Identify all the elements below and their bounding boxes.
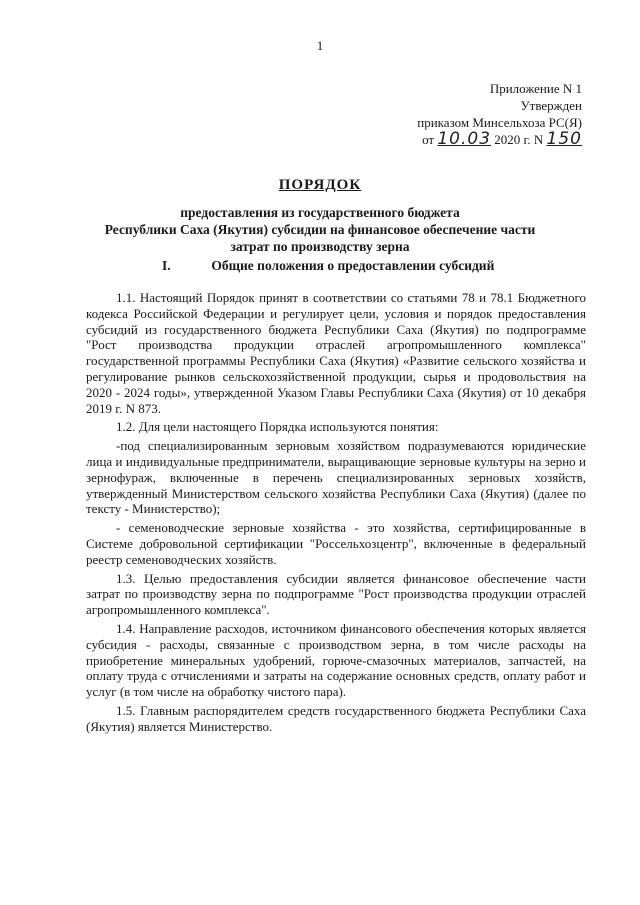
section-number: I. [162,258,171,273]
date-prefix: от [422,132,435,147]
definition-seed-farms: - семеноводческие зерновые хозяйства - это хозяйства, сертифицированные в Системе добровольной сертификации "Россельхозцентр", включенные в федеральный реестр семеноводческих хозяйств. [86,520,586,567]
paragraph-1-4: 1.4. Направление расходов, источником финансового обеспечения которых является субсидия - расходы, связанные с производством зерна, в том числе расходы на приобретение минеральных удобрений, горюче-смазочных материалов, запчастей, на оплату труда с отчислениями и затраты на содержание основных средств, оплату работ и услуг (в том числе на обработку чистого пара). [86,620,586,700]
page-number: 1 [316,38,324,53]
order-label: приказом Минсельхоза РС(Я) [417,115,582,130]
title-line-3: затрат по производству зерна [230,239,410,254]
appendix-label: Приложение N 1 [489,81,582,96]
date-suffix: 2020 г. N [494,132,544,147]
section-title: Общие положения о предоставлении субсидий [211,258,495,273]
approved-label: Утвержден [520,98,582,113]
paragraph-1-3: 1.3. Целью предоставления субсидии является финансовое обеспечение части затрат по производству зерна по подпрограмме "Рост производства продукции отраслей агропромышленного комплекса". [86,570,586,618]
title-main: ПОРЯДОК [278,177,362,193]
section-heading [162,258,494,274]
document-body [86,290,586,738]
document-title [0,176,640,255]
paragraph-1-2: 1.2. Для цели настоящего Порядка используются понятия: [116,419,439,435]
paragraph-1-5: 1.5. Главным распорядителем средств государственного бюджета Республики Саха (Якутия) является Министерство. [86,702,586,734]
title-line-1: предоставления из государственного бюджета [180,205,460,220]
order-date-line [322,131,582,148]
handwritten-number: 150 [546,129,582,149]
definition-specialized-farms: -под специализированным зерновым хозяйством подразумеваются юридические лица и индивидуальные предприниматели, выращивающие зерновые культуры на зерно и зернофураж, включенные в перечень специализированных зерновых хозяйств, утвержденный Министерством сельского хозяйства Республики Саха (Якутия) (далее по тексту - Министерство); [86,438,586,517]
handwritten-date: 10.03 [437,129,492,149]
title-line-2: Республики Саха (Якутия) субсидии на финансовое обеспечение части [104,222,536,237]
appendix-header [322,80,582,148]
paragraph-1-1: 1.1. Настоящий Порядок принят в соответствии со статьями 78 и 78.1 Бюджетного кодекса Российской Федерации и регулирует цели, условия и порядок предоставления субсидий из государственного бюджета Республики Саха (Якутия) по подпрограмме "Рост производства продукции отраслей агропромышленного комплекса" государственной программы Республики Саха (Якутия) «Развитие сельского хозяйства и регулирование рынков сельскохозяйственной продукции, сырья и продовольствия на 2020 - 2024 годы», утвержденной Указом Главы Республики Саха (Якутия) от 10 декабря 2019 г. N 873. [86,290,586,416]
